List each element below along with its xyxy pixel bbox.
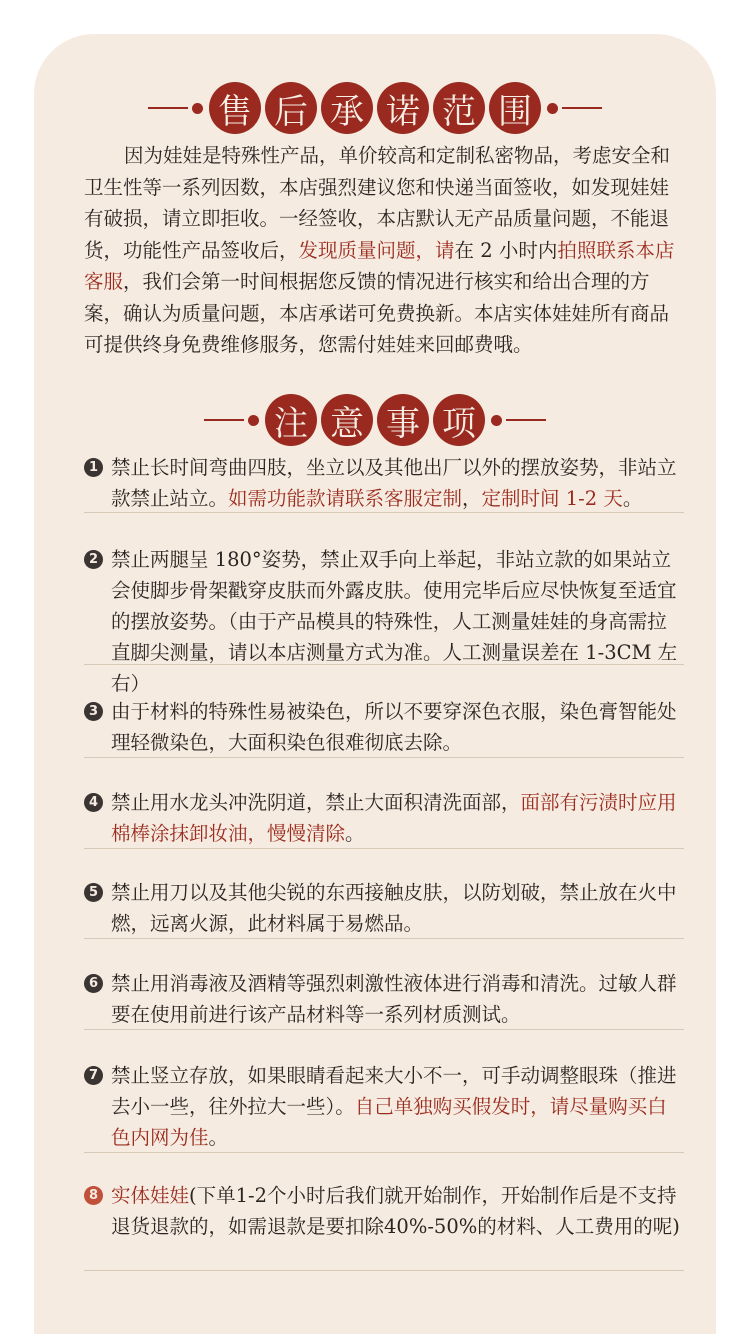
item-text: 。: [208, 1126, 229, 1149]
title-dot-right: [547, 103, 558, 114]
notice-item: [84, 968, 684, 1030]
item-text: ，: [462, 487, 482, 510]
item-body: 禁止两腿呈 180°姿势，禁止双手向上举起，非站立款的如果站立会使脚步骨架戳穿皮肤而外露皮肤。使用完毕后应尽快恢复至适宜的摆放姿势。（由于产品模具的特殊性，人工测量娃娃的身高需拉直脚尖测量，请以本店测量方式为准。人工测量误差在 1-3CM 左右）: [111, 548, 678, 695]
item-number-badge: 8: [84, 1186, 103, 1205]
title-char: 承: [321, 82, 373, 134]
title-char: 项: [433, 394, 485, 446]
item-divider: [84, 1270, 684, 1271]
title-line-right: [562, 107, 602, 109]
title-line-left: [204, 419, 244, 421]
para-highlight: 发现质量问题，请: [298, 238, 455, 262]
item-number-badge: 3: [84, 702, 103, 721]
item-number-badge: 2: [84, 550, 103, 569]
para-text: 在 2 小时内: [454, 238, 558, 262]
item-highlight: 如需功能款请联系客服定制: [228, 487, 463, 510]
item-number-badge: 4: [84, 793, 103, 812]
item-text: 。: [622, 487, 643, 510]
item-body: 由于材料的特殊性易被染色，所以不要穿深色衣服，染色膏智能处理轻微染色，大面积染色很难彻底去除。: [111, 700, 677, 754]
title-char: 围: [489, 82, 541, 134]
item-text: 禁止竖立存放，如果眼睛看起来大小不一，可手动调整眼珠（推进去小一些，往外拉大一些）。: [111, 1064, 677, 1118]
notice-title: [0, 390, 750, 450]
item-text: (下单1-2个小时后我们就开始制作，开始制作后是不支持退货退款的，如需退款是要扣除40%-50%的材料、人工费用的呢): [111, 1184, 680, 1238]
item-text: 禁止长时间弯曲四肢，坐立以及其他出厂以外的摆放姿势，非站立款禁止站立。: [111, 456, 677, 510]
item-divider: [84, 1152, 684, 1153]
item-highlight: 定制时间 1-2 天: [481, 487, 623, 510]
item-body: 禁止用刀以及其他尖锐的东西接触皮肤，以防划破，禁止放在火中燃，远离火源，此材料属于易燃品。: [111, 881, 677, 935]
item-number-badge: 7: [84, 1066, 103, 1085]
item-number-badge: 5: [84, 883, 103, 902]
item-body: [111, 1180, 684, 1242]
item-text: 。: [345, 822, 365, 845]
item-number-badge: 1: [84, 458, 103, 477]
title-char: 范: [433, 82, 485, 134]
title-line-right: [506, 419, 546, 421]
title-dot-left: [248, 415, 259, 426]
notice-item: [84, 877, 684, 939]
notice-item: [84, 696, 684, 758]
notice-item: [84, 1060, 684, 1153]
item-body: [111, 1060, 684, 1153]
item-divider: [84, 1029, 684, 1030]
title-char: 注: [265, 394, 317, 446]
title-char: 事: [377, 394, 429, 446]
title-char: 后: [265, 82, 317, 134]
item-body: [111, 452, 684, 514]
item-highlight: 自己单独购买假发时，请尽量购买白色内网为佳: [111, 1095, 667, 1149]
title-line-left: [148, 107, 188, 109]
para-text: ，我们会第一时间根据您反馈的情况进行核实和给出合理的方案，确认为质量问题，本店承诺可免费换新。本店实体娃娃所有商品可提供终身免费维修服务，您需付娃娃来回邮费哦。: [84, 270, 670, 356]
after-sales-title: [0, 78, 750, 138]
item-highlight: 实体娃娃: [111, 1184, 190, 1207]
item-divider: [84, 512, 684, 513]
notice-item: [84, 787, 684, 849]
para-highlight: 拍照联系本店客服: [84, 238, 675, 293]
title-dot-left: [192, 103, 203, 114]
notice-item: [84, 544, 684, 699]
after-sales-paragraph: [84, 140, 684, 361]
notice-item: [84, 452, 684, 514]
item-number-badge: 6: [84, 974, 103, 993]
item-divider: [84, 848, 684, 849]
item-divider: [84, 757, 684, 758]
item-divider: [84, 938, 684, 939]
item-body: [111, 787, 684, 849]
item-divider: [84, 664, 684, 665]
item-text: 禁止用水龙头冲洗阴道，禁止大面积清洗面部，: [111, 791, 521, 814]
item-highlight: 面部有污渍时应用棉棒涂抹卸妆油，慢慢清除: [111, 791, 677, 845]
title-char: 意: [321, 394, 373, 446]
title-dot-right: [491, 415, 502, 426]
title-char: 售: [209, 82, 261, 134]
notice-item: [84, 1180, 684, 1242]
item-body: 禁止用消毒液及酒精等强烈刺激性液体进行消毒和清洗。过敏人群要在使用前进行该产品材料等一系列材质测试。: [111, 972, 677, 1026]
title-char: 诺: [377, 82, 429, 134]
para-text: 因为娃娃是特殊性产品，单价较高和定制私密物品，考虑安全和卫生性等一系列因数，本店强烈建议您和快递当面签收，如发现娃娃有破损，请立即拒收。一经签收，本店默认无产品质量问题，不能退货，功能性产品签收后，: [84, 144, 671, 262]
